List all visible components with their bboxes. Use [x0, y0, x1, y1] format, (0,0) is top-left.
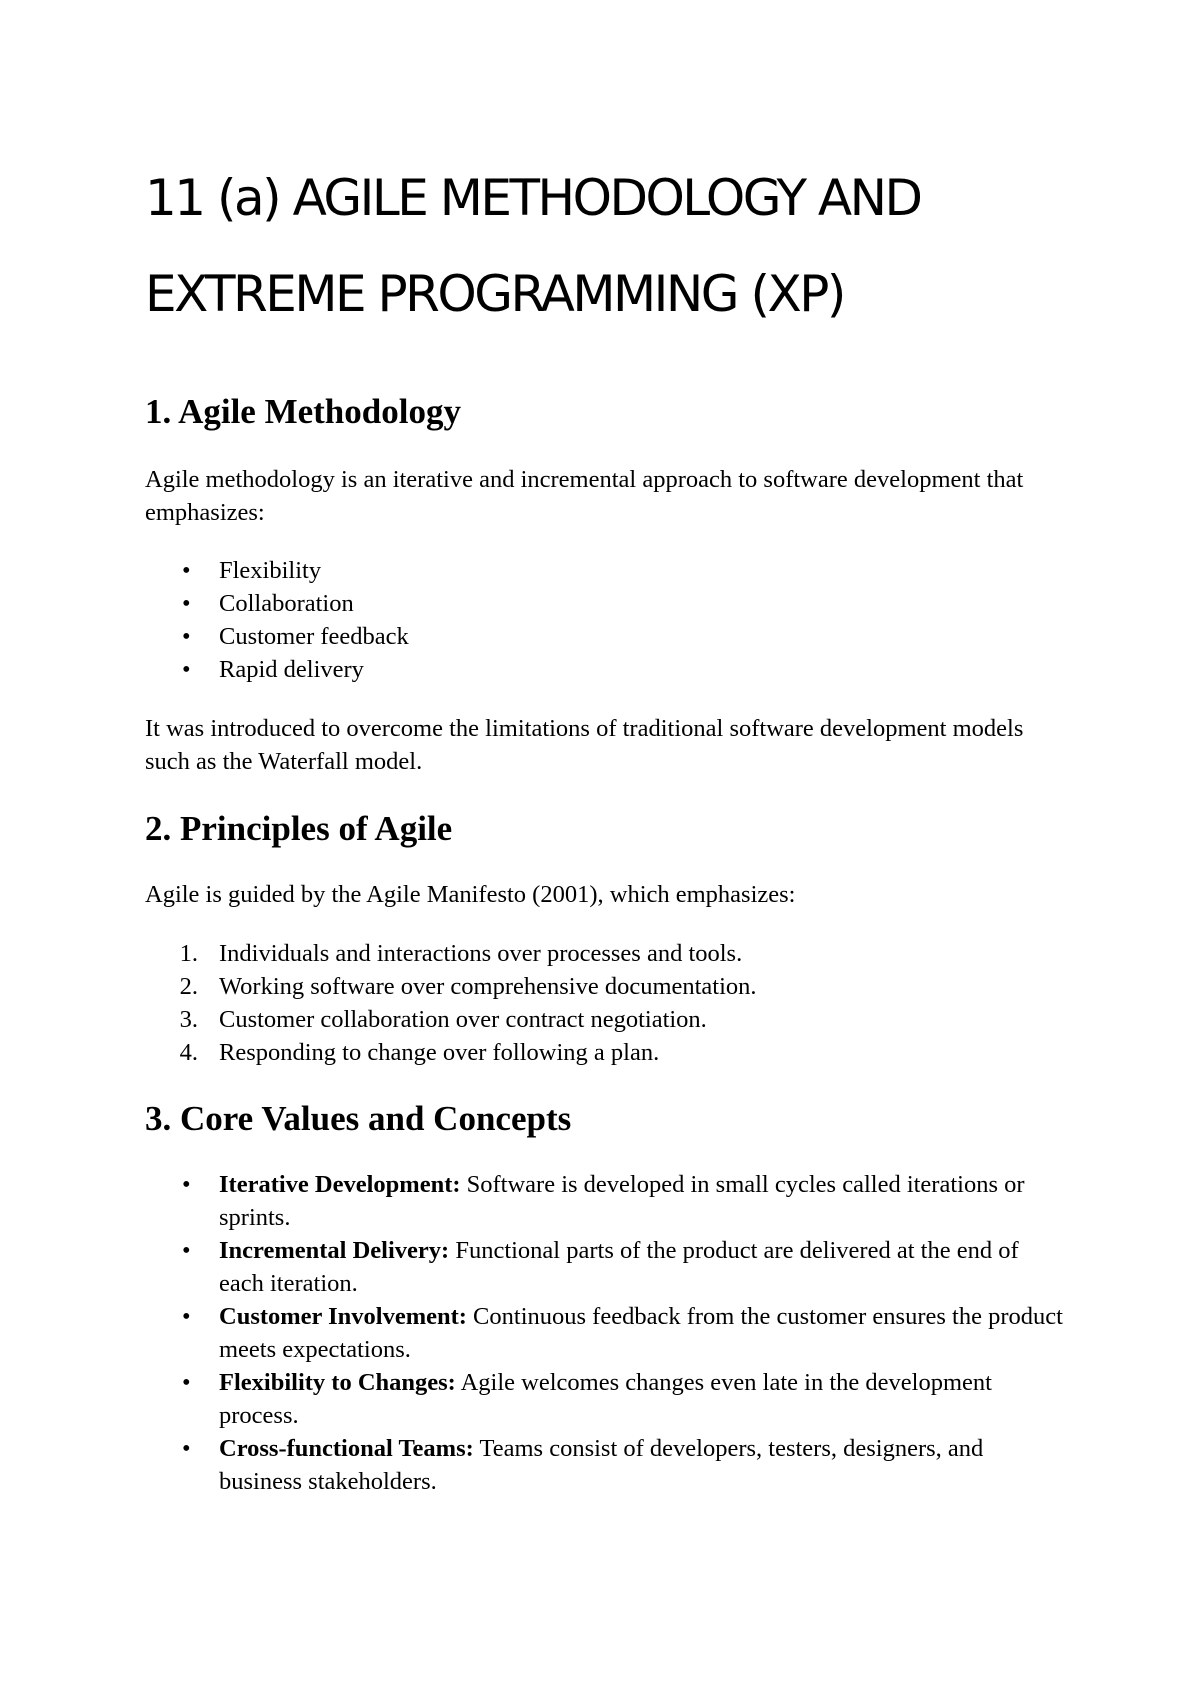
concept-term: Incremental Delivery:: [219, 1237, 450, 1264]
concept-description: Software is developed in small cycles called iterations or sprints.: [219, 1171, 1025, 1231]
list-item: [145, 970, 1065, 1003]
list-item: [145, 1234, 1065, 1300]
bullet-icon: •: [182, 623, 191, 650]
section-heading-core-values: 3. Core Values and Concepts: [145, 1099, 572, 1138]
bullet-icon: •: [182, 1237, 191, 1264]
document-title-line-1: 11 (a) AGILE METHODOLOGY AND: [145, 169, 921, 227]
concept-term: Flexibility to Changes:: [219, 1369, 456, 1396]
list-item-text: Responding to change over following a plan.: [219, 1039, 660, 1066]
list-item: [145, 937, 1065, 970]
list-item-text: Rapid delivery: [219, 656, 364, 683]
list-item: [145, 1432, 1065, 1498]
list-item: [145, 1168, 1065, 1234]
agile-emphasis-list: [145, 554, 1065, 686]
list-item-text: Working software over comprehensive documentation.: [219, 973, 757, 1000]
list-item: [145, 1366, 1065, 1432]
list-item-number: 4.: [179, 1039, 198, 1066]
bullet-icon: •: [182, 1369, 191, 1396]
list-item: [145, 587, 1065, 620]
list-item-text: Flexibility: [219, 557, 322, 584]
concept-description: Teams consist of developers, testers, designers, and business stakeholders.: [219, 1435, 984, 1495]
list-item-number: 3.: [179, 1006, 198, 1033]
concept-description: Functional parts of the product are delivered at the end of each iteration.: [219, 1237, 1019, 1297]
agile-methodology-outro: It was introduced to overcome the limitations of traditional software development models such as the Waterfall model.: [145, 715, 1024, 775]
list-item: [145, 620, 1065, 653]
bullet-icon: •: [182, 1435, 191, 1462]
list-item: [145, 1300, 1065, 1366]
list-item-text: Individuals and interactions over processes and tools.: [219, 940, 743, 967]
manifesto-values-list: [145, 937, 1065, 1069]
bullet-icon: •: [182, 1303, 191, 1330]
list-item: [145, 554, 1065, 587]
list-item-text: Customer collaboration over contract negotiation.: [219, 1006, 707, 1033]
document-title: [145, 150, 1045, 342]
agile-methodology-intro: Agile methodology is an iterative and incremental approach to software development that emphasizes:: [145, 466, 1024, 526]
principles-intro: Agile is guided by the Agile Manifesto (2001), which emphasizes:: [145, 881, 796, 908]
bullet-icon: •: [182, 590, 191, 617]
list-item-text: Customer feedback: [219, 623, 409, 650]
bullet-icon: •: [182, 557, 191, 584]
list-item-number: 1.: [179, 940, 198, 967]
bullet-icon: •: [182, 656, 191, 683]
concept-term: Cross-functional Teams:: [219, 1435, 474, 1462]
concept-term: Iterative Development:: [219, 1171, 461, 1198]
section-heading-principles: 2. Principles of Agile: [145, 809, 453, 848]
list-item-text: Collaboration: [219, 590, 354, 617]
section-heading-agile-methodology: 1. Agile Methodology: [145, 392, 461, 431]
list-item: [145, 1036, 1065, 1069]
document-title-line-2: EXTREME PROGRAMMING (XP): [145, 265, 844, 323]
list-item: [145, 1003, 1065, 1036]
core-values-list: [145, 1168, 1065, 1498]
bullet-icon: •: [182, 1171, 191, 1198]
list-item-number: 2.: [179, 973, 198, 1000]
concept-description: Continuous feedback from the customer ensures the product meets expectations.: [219, 1303, 1063, 1363]
concept-term: Customer Involvement:: [219, 1303, 467, 1330]
concept-description: Agile welcomes changes even late in the development process.: [219, 1369, 992, 1429]
list-item: [145, 653, 1065, 686]
